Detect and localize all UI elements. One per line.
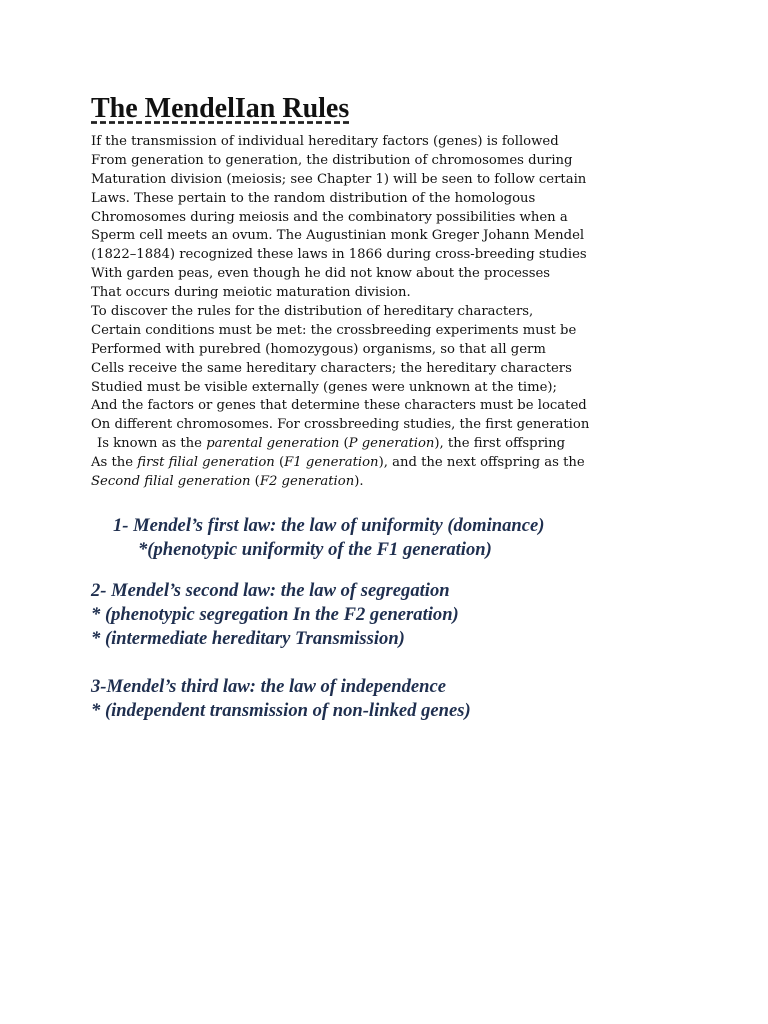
italic-term: F1 generation [284,455,379,471]
second-law-heading: 2- Mendel’s second law: the law of segregation [91,580,450,601]
paragraph-line: That occurs during meiotic maturation division. [91,285,411,301]
italic-term: first filial generation [137,455,275,471]
paragraph-line: Sperm cell meets an ovum. The Augustinian monk Greger Johann Mendel [91,228,585,244]
paragraph-line: Maturation division (meiosis; see Chapter 1) will be seen to follow certain [91,171,587,187]
italic-term: Second filial generation [91,474,251,490]
paragraph-line: From generation to generation, the distribution of chromosomes during [91,152,573,168]
paragraph-line: Second filial generation (F2 generation). [91,474,364,490]
paragraph-line: With garden peas, even though he did not know about the processes [91,266,551,282]
italic-term: parental generation [206,436,340,452]
paragraph-line: Is known as the parental generation (P generation), the first offspring [97,436,566,452]
paragraph-line: Performed with purebred (homozygous) organisms, so that all germ [91,341,546,357]
paragraph-line: Studied must be visible externally (genes were unknown at the time); [91,379,557,395]
document-title: The MendelIan Rules [91,93,350,124]
second-law-note-intermediate: * (intermediate hereditary Transmission) [91,628,405,649]
paragraph-line: Laws. These pertain to the random distribution of the homologous [91,190,536,206]
paragraph-line: Chromosomes during meiosis and the combinatory possibilities when a [91,209,568,225]
italic-term: P generation [348,436,435,452]
paragraph-line: If the transmission of individual hereditary factors (genes) is followed [91,134,559,149]
paragraph-line: Certain conditions must be met: the crossbreeding experiments must be [91,322,577,338]
intro-paragraph [91,133,591,492]
paragraph-line: On different chromosomes. For crossbreeding studies, the first generation [91,417,590,433]
third-law-heading: 3-Mendel’s third law: the law of independence [91,676,446,697]
paragraph-line: And the factors or genes that determine these characters must be located [91,398,587,414]
paragraph-line: To discover the rules for the distribution of hereditary characters, [91,304,534,320]
first-law-note: *(phenotypic uniformity of the F1 generation) [138,539,492,560]
first-law-heading: 1- Mendel’s first law: the law of uniformity (dominance) [113,515,545,536]
paragraph-line: (1822–1884) recognized these laws in 1866 during cross-breeding studies [91,247,587,263]
paragraph-line: Cells receive the same hereditary characters; the hereditary characters [91,360,572,376]
second-law-note-segregation: * (phenotypic segregation In the F2 generation) [91,604,459,625]
paragraph-line: As the first filial generation (F1 generation), and the next offspring as the [91,455,585,471]
third-law-note: * (independent transmission of non-linked genes) [91,700,471,721]
italic-term: F2 generation [259,474,355,490]
